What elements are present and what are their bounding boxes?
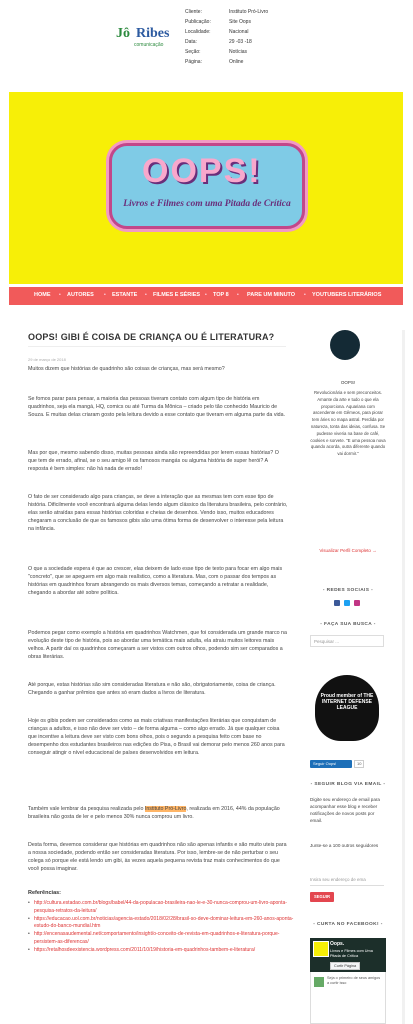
meta-key: Página: bbox=[185, 59, 202, 65]
meta-key: Data: bbox=[185, 39, 197, 45]
paragraph: Muitos dizem que histórias de quadrinho são coisas de crianças, mas será mesmo? bbox=[28, 366, 225, 372]
logo-ribes: Ribes bbox=[136, 26, 170, 41]
blog-logo[interactable] bbox=[109, 143, 305, 229]
paragraph: Mas por que, mesmo sabendo disso, muitas pessoas ainda são repreendidas por lerem essas histórias? O que tem de errado, afinal, se o seu amigo lê os famosos mangás ou alguma história de super herói? A resposta é bem simples: não há nada de errado! bbox=[28, 450, 279, 472]
avatar[interactable] bbox=[330, 330, 360, 360]
logo-subtitle: comunicação bbox=[134, 42, 164, 48]
internet-defense-league-badge[interactable] bbox=[315, 675, 379, 741]
divider bbox=[28, 346, 286, 347]
references-list bbox=[28, 900, 296, 955]
page-thumbnail bbox=[313, 941, 329, 957]
meta-value: 29 -03 -18 bbox=[229, 39, 252, 45]
subscribe-button[interactable]: SEGUIR bbox=[310, 892, 334, 902]
reference-link[interactable]: • http://cultura.estadao.com.br/blogs/babel/44-da-populacao-brasileira-nao-le-e-30-nunca-comprou-um-livro-aponta-pesquisa-retratos-da-leitura/ bbox=[34, 900, 296, 916]
paragraph-text: Também vale lembrar da pesquisa realizada pelo bbox=[28, 806, 145, 812]
nav-separator: • bbox=[237, 292, 239, 298]
email-input[interactable]: Insira seu endereço de ema bbox=[310, 874, 384, 886]
facebook-page-header[interactable] bbox=[310, 938, 386, 972]
main-nav bbox=[9, 287, 403, 305]
subscriber-count: Junte-se a 100 outros seguidores bbox=[310, 843, 379, 848]
friend-avatar bbox=[314, 977, 324, 987]
facebook-friends bbox=[310, 972, 386, 1024]
reference-link[interactable]: • https://retalhosdeexistencia.wordpress.com/2011/10/19/historia-em-quadrinhos-tambem-e-literatura/ bbox=[34, 947, 296, 955]
friends-text: Seja o primeiro de seus amigos a curtir isso bbox=[327, 976, 381, 986]
social-title: - REDES SOCIAIS - bbox=[322, 588, 374, 593]
paragraph: Se fomos parar para pensar, a maioria das pessoas tiveram contato com algum tipo de história em quadrinhos, seja ela mangá, HQ, comics ou até Turma da Mônica – criado pelo tão conhecido Mauricio de Souza. E muitas delas criaram gosto pela leitura devido a esse contato que tiveram em alguma parte da vida. bbox=[28, 396, 286, 418]
facebook-widget bbox=[310, 938, 386, 1024]
post-date: 29 de março de 2018 bbox=[28, 357, 66, 362]
author-bio: Revolucionária e sem preconceitos. Amante da arte e tudo o que ela proporciona. Aquariana com ascendente em Gêmeos, para piorar tem áries no mapa astral. Perdida por natureza, tonta das ideias, confusa. Se pudesse viveria na base de café, cookies e sorvete. "E uma pessoa nova quando acorda, outra diferente quando vai dormir." bbox=[310, 390, 386, 457]
paragraph-text: , realizada em 2016, 44% da população brasileira não gosta de ler e pelo menos 30% nunca comprou um livro. bbox=[28, 806, 280, 820]
like-page-button[interactable]: Curtir Página bbox=[330, 962, 360, 970]
blog-banner[interactable] bbox=[9, 92, 403, 284]
nav-item-home[interactable]: HOME bbox=[34, 292, 51, 298]
nav-separator: • bbox=[59, 292, 61, 298]
scrollbar[interactable] bbox=[402, 330, 405, 1024]
highlight-link[interactable]: Instituto Pró-Livro bbox=[144, 806, 187, 812]
follow-button[interactable]: Seguir Oops! bbox=[310, 760, 352, 768]
references-title: Referências: bbox=[28, 890, 62, 896]
instagram-icon[interactable] bbox=[354, 600, 360, 606]
nav-item-pare[interactable]: PARE UM MINUTO bbox=[247, 292, 296, 298]
follower-count: 10 bbox=[354, 760, 364, 768]
reference-link[interactable]: • https://educacao.uol.com.br/noticias/agencia-estado/2018/02/28/brasil-so-deve-dominar-leitura-em-260-anos-aponta-estudo-do-banco-mundial.htm bbox=[34, 916, 296, 932]
paragraph: O fato de ser considerado algo para crianças, se deve a interação que as mesmas tem com esse tipo de história. Dificilmente você encontrará alguma delas lendo algum clássico da literatura brasileira, pelo contrário, elas serão atraídas para essas histórias coloridas e cheias de desenhos. Vendo isso, muitos educadores chegaram a conclusão de que os famosos gibis são uma ótima forma de desenvolver o interesse pela leitura na infância. bbox=[28, 494, 288, 532]
meta-value: Site Oops bbox=[229, 19, 251, 25]
meta-key: Publicação: bbox=[185, 19, 211, 25]
profile-link[interactable]: Visualizar Perfil Completo → bbox=[319, 548, 377, 553]
page-tagline: Livros e Filmes com Uma Pitada de Crítica bbox=[330, 949, 373, 958]
meta-value: Nacional bbox=[229, 29, 249, 35]
nav-separator: • bbox=[205, 292, 207, 298]
meta-key: Seção: bbox=[185, 49, 201, 55]
blog-tagline: Livros e Filmes com uma Pitada de Crítica bbox=[123, 199, 291, 209]
meta-value: Instituto Pró-Livro bbox=[229, 9, 269, 15]
paragraph bbox=[28, 806, 288, 822]
nav-item-top8[interactable]: TOP 8 bbox=[213, 292, 229, 298]
facebook-title: - CURTA NO FACEBOOK! - bbox=[313, 922, 383, 927]
agency-logo bbox=[116, 26, 172, 50]
paragraph: Desta forma, devemos considerar que histórias em quadrinhos não são apenas infantis e são muito uteis para a nossa sociedade, podendo então ser consideradas literatura. Por isso, lembre-se de não perturbar o seu colega só porque ele está lendo um gibi, às vezes aquela pequena revista traz mais conhecimentos do que você possa imaginar. bbox=[28, 842, 287, 872]
facebook-icon[interactable] bbox=[334, 600, 340, 606]
nav-separator: • bbox=[304, 292, 306, 298]
search-title: - FAÇA SUA BUSCA - bbox=[320, 622, 376, 627]
meta-value: Notícias bbox=[229, 49, 248, 55]
blog-logo-text: OOPS! bbox=[142, 152, 262, 190]
nav-separator: • bbox=[104, 292, 106, 298]
page-name[interactable]: Oops. bbox=[330, 941, 345, 947]
post-title[interactable]: OOPS! GIBI É COISA DE CRIANÇA OU É LITERATURA? bbox=[28, 332, 275, 342]
paragraph: Até porque, estas histórias são sim consideradas literatura e não são, obrigatoriamente, coisa de criança. Chegando a ganhar prêmios que antes só eram dados a livros de literatura. bbox=[28, 682, 276, 696]
meta-key: Cliente: bbox=[185, 9, 202, 15]
author-name: OOPS! bbox=[340, 380, 356, 385]
nav-item-autores[interactable]: AUTORES bbox=[67, 292, 94, 298]
clipping-header bbox=[0, 0, 413, 78]
paragraph: O que a sociedade espera é que ao crescer, elas deixem de lado esse tipo de texto para focar em algo mais "concreto", que se apeguem em algo mais realístico, como a literatura. Mas, com o passar dos tempos as histórias em quadrinhos foram abrangendo os mais diversos temas, começando a retratar a realidade, chegando a abordar até sobre política. bbox=[28, 566, 283, 596]
reference-link[interactable]: • http://encenasaudemental.net/comportamento/insight/o-conceito-de-revista-em-quadrinhos-e-literatura-porque-persistem-as-diferencas/ bbox=[34, 931, 296, 947]
email-title: - SEGUIR BLOG VIA EMAIL - bbox=[310, 782, 386, 787]
badge-text: Proud member of THE INTERNET DEFENSE LEAGUE bbox=[320, 693, 374, 711]
nav-item-youtubers[interactable]: YOUTUBERS LITERÁRIOS bbox=[312, 292, 382, 298]
meta-key: Localidade: bbox=[185, 29, 211, 35]
social-icons bbox=[334, 600, 360, 606]
paragraph: Podemos pegar como exemplo a história em quadrinhos Watchmen, que foi considerada um grande marco na evolução deste tipo de história, pois ao abordar uma temática mais adulta, ela atraiu muitos leitores mais velhos. A partir daí os quadrinhos começaram a ser vistos com outros olhos, podendo sim ser comparados a obras literárias. bbox=[28, 630, 287, 660]
clipping-meta bbox=[185, 7, 268, 67]
logo-jo: Jô bbox=[116, 26, 130, 41]
search-input[interactable]: Pesquisar ... bbox=[310, 635, 384, 647]
paragraph: Hoje os gibis podem ser considerados como as mais criativas manifestações literárias que conquistam de crianças a adultos, e isso não deve ser visto – de forma alguma – como algo errado. Já que qualquer coisa que incentive a leitura deve ser visto com bons olhos, pois o segundo a pesquisa feito com base no desempenho dos estudantes brasileiros nas edições do Pisa, o Brasil vai demorar pelo menos 260 anos para conseguir atingir o nível educacional de países desenvolvidos em leitura. bbox=[28, 718, 285, 756]
email-description: Digite seu endereço de email para acompanhar esse blog e receber notificações de novos posts por email. bbox=[310, 797, 380, 823]
meta-value: Online bbox=[229, 59, 244, 65]
nav-item-estante[interactable]: ESTANTE bbox=[112, 292, 138, 298]
nav-item-filmes[interactable]: FILMES E SÉRIES bbox=[153, 292, 201, 298]
twitter-icon[interactable] bbox=[344, 600, 350, 606]
nav-separator: • bbox=[145, 292, 147, 298]
